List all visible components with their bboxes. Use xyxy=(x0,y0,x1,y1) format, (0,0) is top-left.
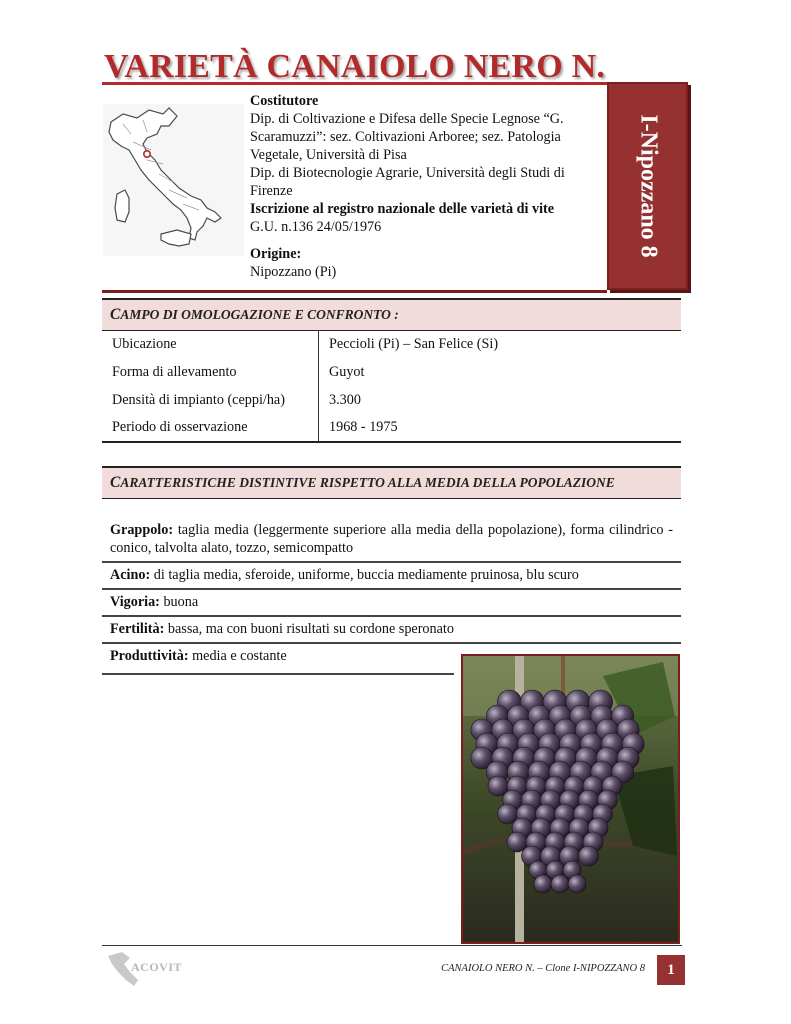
costitutore-line1: Dip. di Coltivazione e Difesa delle Specie Legnose “G. Scaramuzzi”: sez. Coltivazioni Arboree; sez. Patologia Vegetale, Università di Pisa xyxy=(250,111,564,163)
acovit-logo-text: ACOVIT xyxy=(131,960,183,974)
location-marker-icon xyxy=(144,151,150,157)
footer-divider xyxy=(102,945,682,946)
table-cell-value: 3.300 xyxy=(329,391,361,408)
table-row xyxy=(102,330,681,358)
table-cell-label: Ubicazione xyxy=(102,330,319,358)
footer-caption: CANAIOLO NERO N. – Clone I-NIPOZZANO 8 xyxy=(441,963,645,974)
table-cell-label: Forma di allevamento xyxy=(102,358,319,386)
origine-heading: Origine: xyxy=(250,246,302,262)
costitutore-line2: Dip. di Biotecnologie Agrarie, Università degli Studi di Firenze xyxy=(250,165,565,199)
info-block xyxy=(250,92,600,281)
clone-code: I-Nipozzano 8 xyxy=(635,114,661,258)
italy-map-icon xyxy=(103,104,244,256)
caratteristiche-section-header: CARATTERISTICHE DISTINTIVE RISPETTO ALLA MEDIA DELLA POPOLAZIONE xyxy=(102,466,681,499)
sardinia-shape xyxy=(115,190,129,222)
list-item-vigoria: Vigoria: buona xyxy=(102,590,681,617)
table-row xyxy=(102,414,681,442)
info-divider xyxy=(102,290,607,293)
page-number: 1 xyxy=(657,955,685,985)
grape-photo xyxy=(461,654,680,944)
campo-table xyxy=(102,330,681,443)
clone-banner xyxy=(607,82,688,290)
list-item-fertilita: Fertilità: bassa, ma con buoni risultati su cordone speronato xyxy=(102,617,681,644)
grape-cluster-icon xyxy=(463,656,678,942)
table-cell-value: Guyot xyxy=(329,363,365,380)
table-row xyxy=(102,358,681,386)
origine-value: Nipozzano (Pi) xyxy=(250,264,337,280)
iscrizione-value: G.U. n.136 24/05/1976 xyxy=(250,219,382,235)
table-cell-label: Densità di impianto (ceppi/ha) xyxy=(102,386,319,414)
table-cell-value: 1968 - 1975 xyxy=(319,414,682,442)
list-item-acino: Acino: di taglia media, sferoide, uniforme, buccia mediamente pruinosa, blu scuro xyxy=(102,563,681,590)
table-row xyxy=(102,386,681,414)
caratteristiche-list xyxy=(102,518,681,675)
costitutore-heading: Costitutore xyxy=(250,93,319,109)
italy-map xyxy=(103,104,244,256)
list-item-grappolo: Grappolo: taglia media (leggermente superiore alla media della popolazione), forma cilindrico - conico, talvolta alato, tozzo, semicompatto xyxy=(102,518,681,563)
iscrizione-heading: Iscrizione al registro nazionale delle varietà di vite xyxy=(250,201,555,217)
table-cell-label: Periodo di osservazione xyxy=(102,414,319,442)
campo-section-header: CAMPO DI OMOLOGAZIONE E CONFRONTO : xyxy=(102,298,681,331)
list-item-produttivita: Produttività: media e costante xyxy=(102,644,454,675)
title-divider xyxy=(102,82,608,85)
page-title: VARIETÀ CANAIOLO NERO N. xyxy=(104,48,606,85)
table-cell-value: Peccioli (Pi) – San Felice (Si) xyxy=(329,335,499,352)
